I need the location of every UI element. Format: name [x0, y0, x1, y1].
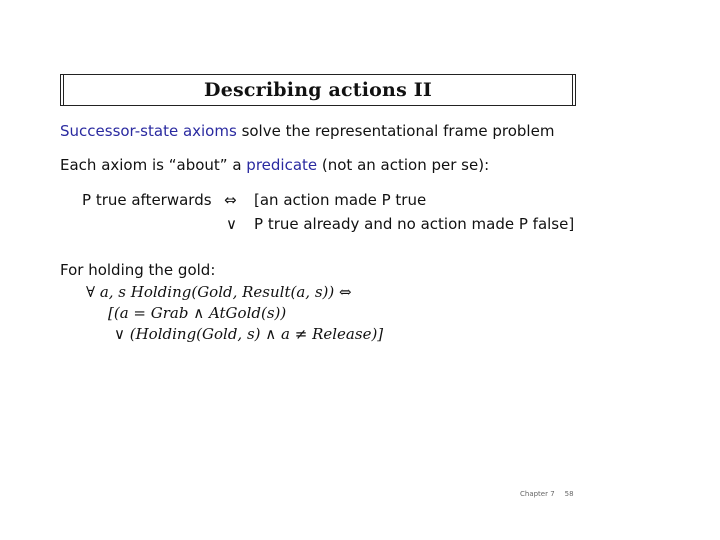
- slide-footer: [520, 490, 584, 498]
- rule-row2: P true already and no action made P false]: [254, 215, 575, 233]
- term-successor-state-axioms: Successor-state axioms: [60, 122, 237, 140]
- line-each-axiom: [60, 156, 489, 174]
- line1-rest: solve the representational frame problem: [236, 122, 555, 140]
- formula-line-2: [(a = Grab ∧ AtGold(s)): [108, 304, 287, 322]
- slide-title: Describing actions II: [204, 79, 432, 101]
- line2-end: (not an action per se):: [317, 156, 490, 174]
- footer-chapter: Chapter 7: [520, 490, 555, 498]
- term-predicate: predicate: [246, 156, 318, 174]
- iff-symbol: ⇔: [224, 191, 237, 209]
- or-symbol: ∨: [226, 215, 237, 233]
- formula-line-3: ∨ (Holding(Gold, s) ∧ a ≠ Release)]: [114, 325, 384, 343]
- rule-lhs: P true afterwards: [82, 191, 212, 209]
- title-box: [60, 74, 576, 106]
- line-successor-state: [60, 122, 554, 140]
- rule-row1: [an action made P true: [254, 191, 427, 209]
- formula-line-1: ∀ a, s Holding(Gold, Result(a, s)) ⇔: [86, 283, 352, 301]
- line2-start: Each axiom is “about” a: [60, 156, 247, 174]
- example-heading: For holding the gold:: [60, 261, 216, 279]
- footer-page: 58: [564, 490, 574, 498]
